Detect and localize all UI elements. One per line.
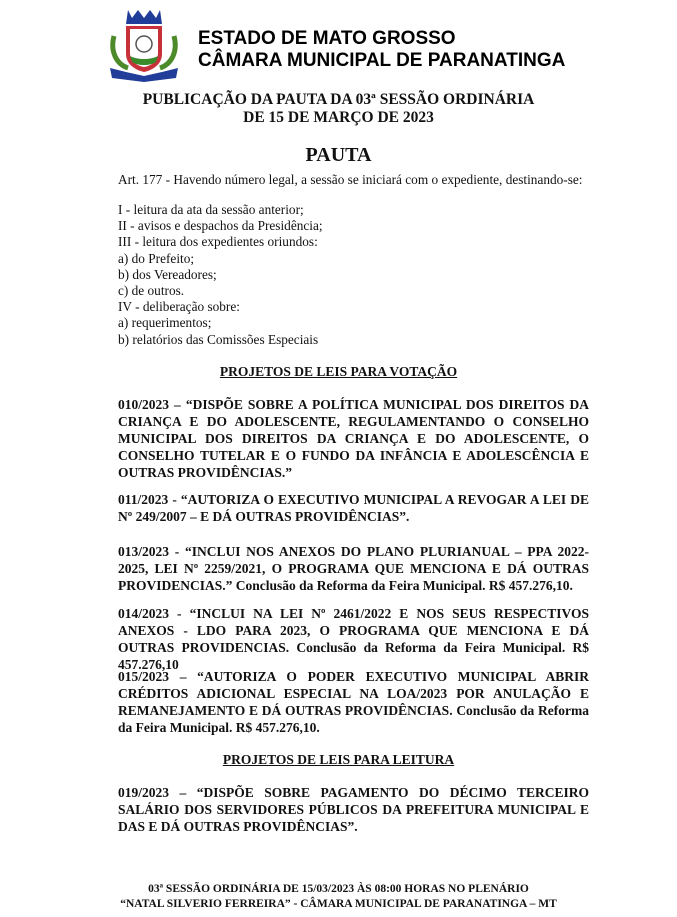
list-item: I - leitura da ata da sessão anterior; — [118, 202, 304, 217]
agenda-list — [118, 202, 323, 348]
chamber-name: CÂMARA MUNICIPAL DE PARANATINGA — [198, 50, 566, 71]
footer-line2: “NATAL SILVERIO FERREIRA” - CÂMARA MUNICIPAL DE PARANATINGA – MT — [120, 898, 557, 910]
footer-line1: 03ª SESSÃO ORDINÁRIA DE 15/03/2023 ÀS 08:00 HORAS NO PLENÁRIO — [148, 883, 529, 895]
list-item: IV - deliberação sobre: — [118, 299, 240, 315]
list-item: a) requerimentos; — [118, 315, 212, 331]
list-item: b) dos Vereadores; — [118, 266, 217, 282]
publication-title-line1: PUBLICAÇÃO DA PAUTA DA 03ª SESSÃO ORDINÁRIA — [142, 91, 535, 108]
bill-item — [118, 491, 589, 525]
bill-item — [118, 668, 589, 736]
publication-title-line2: DE 15 DE MARÇO DE 2023 — [243, 109, 434, 126]
bill-note: Conclusão da Reforma da Feira Municipal. R$ 457.276,10. — [118, 703, 590, 735]
pauta-heading: PAUTA — [305, 144, 372, 166]
state-name: ESTADO DE MATO GROSSO — [198, 28, 456, 49]
bill-item — [118, 543, 589, 594]
bill-text: 015/2023 – “AUTORIZA O PODER EXECUTIVO MUNICIPAL ABRIR CRÉDITOS ADICIONAL ESPECIAL NA LOA/2023 POR ANULAÇÃO E REMANEJAMENTO E DÁ OUTRAS PROVIDÊNCIAS. — [118, 669, 589, 718]
reading-section-heading: PROJETOS DE LEIS PARA LEITURA — [222, 752, 455, 767]
bill-text: 011/2023 - “AUTORIZA O EXECUTIVO MUNICIPAL A REVOGAR A LEI DE Nº 249/2007 – E DÁ OUTRAS PROVIDÊNCIAS”. — [118, 492, 589, 524]
bill-text: 013/2023 - “INCLUI NOS ANEXOS DO PLANO PLURIANUAL – PPA 2022-2025, LEI Nº 2259/2021, O PROGRAMA QUE MENCIONA E DÁ OUTRAS PROVIDENCIAS.” — [118, 544, 589, 593]
bill-text: 019/2023 – “DISPÕE SOBRE PAGAMENTO DO DÉCIMO TERCEIRO SALÁRIO DOS SERVIDORES PÚBLICOS DA PREFEITURA MUNICIPAL E DAS E DÁ OUTRAS PROVIDÊNCIAS”. — [118, 785, 589, 834]
list-item: a) do Prefeito; — [118, 250, 195, 266]
bill-text: 010/2023 – “DISPÕE SOBRE A POLÍTICA MUNICIPAL DOS DIREITOS DA CRIANÇA E DO ADOLESCENTE, REGULAMENTANDO O CONSELHO MUNICIPAL DOS DIREITOS DA CRIANÇA E DO ADOLESCENTE, O CONSELHO TUTELAR E O FUNDO DA INFÂNCIA E ADOLESCÊNCIA E OUTRAS PROVIDÊNCIAS.” — [118, 397, 589, 480]
bill-item — [118, 784, 589, 835]
bill-item — [118, 396, 589, 481]
bill-note: Conclusão da Reforma da Feira Municipal. R$ 457.276,10 — [118, 640, 590, 672]
voting-section-heading: PROJETOS DE LEIS PARA VOTAÇÃO — [219, 364, 458, 379]
bill-note: Conclusão da Reforma da Feira Municipal. R$ 457.276,10. — [235, 578, 573, 593]
coat-of-arms-logo — [106, 6, 182, 82]
list-item: II - avisos e despachos da Presidência; — [118, 218, 323, 234]
list-item: b) relatórios das Comissões Especiais — [118, 331, 319, 347]
bill-text: 014/2023 - “INCLUI NA LEI Nº 2461/2022 E NOS SEUS RESPECTIVOS ANEXOS - LDO PARA 2023, O PROGRAMA QUE MENCIONA E DÁ OUTRAS PROVIDENCIAS. — [118, 606, 589, 655]
bill-item — [118, 605, 589, 673]
list-item: III - leitura dos expedientes oriundos: — [118, 234, 318, 250]
intro-text: Art. 177 - Havendo número legal, a sessão se iniciará com o expediente, destinando-se: — [118, 172, 583, 187]
list-item: c) de outros. — [118, 283, 185, 299]
